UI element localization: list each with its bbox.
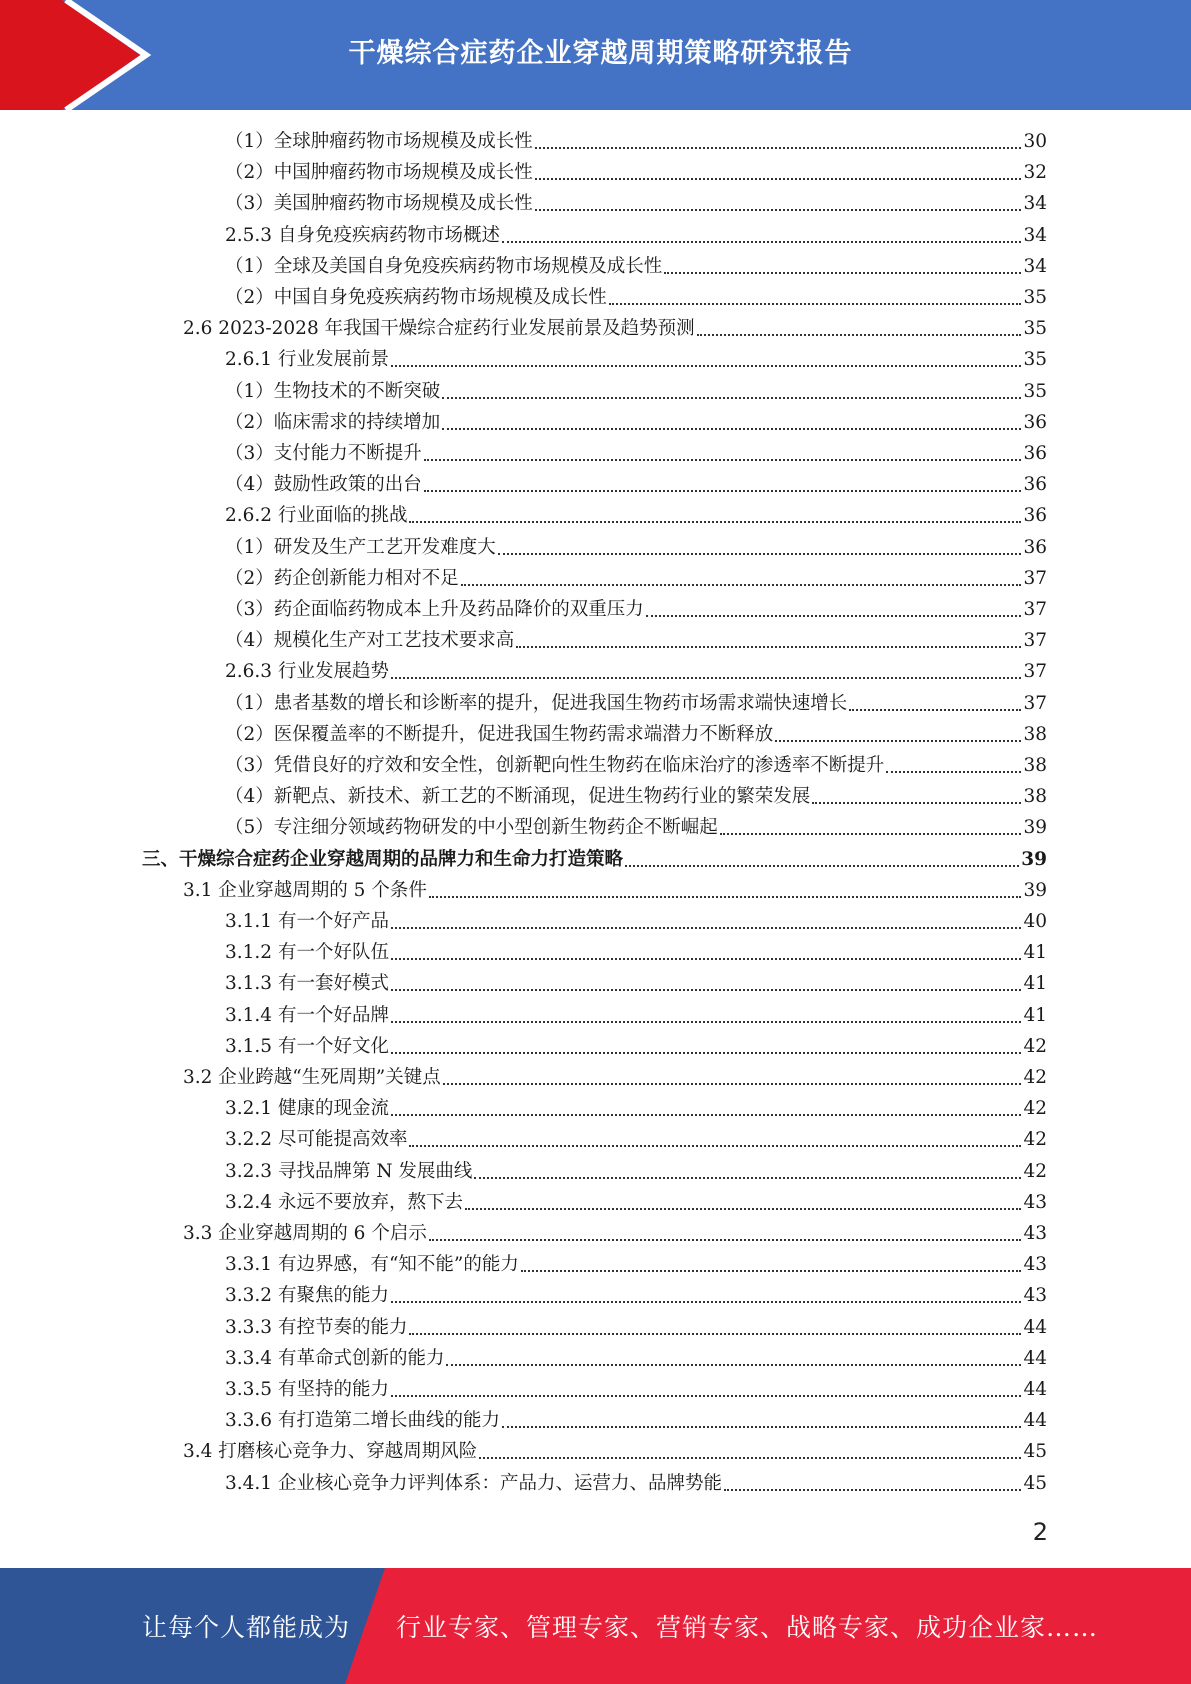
report-title: 干燥综合症药企业穿越周期策略研究报告 [348, 37, 853, 69]
toc-entry[interactable] [225, 814, 1047, 842]
toc-entry[interactable] [225, 502, 1047, 530]
toc-dot-leader [625, 865, 1019, 867]
toc-dot-leader [391, 1114, 1021, 1116]
toc-dot-leader [535, 147, 1022, 149]
toc-entry[interactable] [225, 1126, 1047, 1154]
toc-dot-leader [775, 740, 1021, 742]
toc-entry[interactable] [225, 253, 1047, 281]
toc-dot-leader [465, 1208, 1021, 1210]
toc-dot-leader [391, 989, 1021, 991]
toc-entry[interactable] [225, 284, 1047, 312]
toc-entry-page: 43 [1023, 1223, 1047, 1244]
toc-entry-title: 3.3 企业穿越周期的 6 个启示 [183, 1223, 427, 1244]
toc-entry-title: 3.1.3 有一套好模式 [225, 973, 389, 995]
toc-dot-leader [409, 1145, 1021, 1147]
toc-entry-title: （2）中国肿瘤药物市场规模及成长性 [225, 162, 533, 184]
toc-entry-page: 38 [1023, 755, 1047, 776]
toc-entry-title: 2.5.3 自身免疫疾病药物市场概述 [225, 224, 500, 246]
toc-dot-leader [442, 428, 1021, 430]
toc-entry[interactable] [225, 409, 1047, 437]
toc-entry-title: （2）药企创新能力相对不足 [225, 567, 459, 589]
toc-entry[interactable] [225, 159, 1047, 187]
toc-entry-page: 44 [1023, 1316, 1047, 1338]
toc-entry-page: 35 [1023, 349, 1047, 371]
toc-entry-page: 36 [1023, 443, 1047, 464]
toc-dot-leader [443, 1083, 1022, 1085]
toc-entry-page: 42 [1023, 1035, 1047, 1057]
toc-entry-title: （4）鼓励性政策的出台 [225, 474, 422, 496]
toc-entry[interactable] [225, 939, 1047, 967]
toc-entry-page: 35 [1023, 287, 1047, 308]
toc-dot-leader [535, 209, 1022, 211]
toc-dot-leader [697, 334, 1022, 336]
toc-entry[interactable] [225, 1470, 1047, 1498]
toc-dot-leader [446, 1364, 1021, 1366]
toc-entry[interactable] [225, 378, 1047, 406]
toc-entry[interactable] [225, 222, 1047, 250]
toc-entry-title: （3）凭借良好的疗效和安全性，创新靶向性生物药在临床治疗的渗透率不断提升 [225, 755, 885, 776]
toc-entry-page: 37 [1023, 599, 1047, 620]
toc-entry-page: 45 [1023, 1472, 1047, 1494]
toc-dot-leader [521, 1270, 1022, 1272]
toc-entry-page: 38 [1023, 786, 1047, 808]
toc-entry-title: （1）患者基数的增长和诊断率的提升，促进我国生物药市场需求端快速增长 [225, 692, 848, 714]
toc-entry-page: 42 [1023, 1160, 1047, 1182]
toc-dot-leader [429, 896, 1022, 898]
toc-entry-page: 36 [1023, 411, 1047, 433]
toc-entry[interactable] [225, 471, 1047, 499]
toc-entry[interactable] [225, 658, 1047, 686]
toc-entry[interactable] [225, 1345, 1047, 1373]
toc-dot-leader [391, 958, 1021, 960]
toc-entry-title: （4）规模化生产对工艺技术要求高 [225, 630, 515, 652]
toc-entry-page: 38 [1023, 723, 1047, 745]
toc-entry[interactable] [225, 565, 1047, 593]
toc-entry-title: 2.6.3 行业发展趋势 [225, 661, 389, 683]
toc-chapter-entry[interactable] [142, 846, 1047, 874]
toc-entry-page: 45 [1023, 1441, 1047, 1463]
footer-slogan-right: 行业专家、管理专家、营销专家、战略专家、成功企业家…… [396, 1613, 1099, 1642]
toc-dot-leader [424, 459, 1022, 461]
toc-entry[interactable] [225, 1251, 1047, 1279]
toc-entry-page: 43 [1023, 1254, 1047, 1276]
toc-entry[interactable] [183, 315, 1047, 343]
toc-entry[interactable] [183, 1438, 1047, 1466]
toc-entry[interactable] [183, 1064, 1047, 1092]
toc-entry[interactable] [225, 596, 1047, 624]
toc-entry[interactable] [225, 970, 1047, 998]
toc-dot-leader [409, 521, 1021, 523]
toc-entry[interactable] [225, 128, 1047, 156]
toc-entry-title: （3）药企面临药物成本上升及药品降价的双重压力 [225, 599, 644, 620]
toc-entry[interactable] [225, 1282, 1047, 1310]
toc-entry[interactable] [225, 1158, 1047, 1186]
toc-dot-leader [502, 241, 1021, 243]
toc-dot-leader [391, 365, 1021, 367]
toc-entry-page: 34 [1023, 193, 1047, 215]
toc-entry-title: （1）全球肿瘤药物市场规模及成长性 [225, 131, 533, 152]
toc-entry-page: 37 [1023, 630, 1047, 652]
toc-entry-title: 3.2.4 永远不要放弃，熬下去 [225, 1191, 463, 1213]
toc-entry-title: （2）中国自身免疫疾病药物市场规模及成长性 [225, 287, 607, 308]
toc-entry-title: 3.2.3 寻找品牌第 N 发展曲线 [225, 1160, 473, 1182]
toc-entry-page: 37 [1023, 661, 1047, 683]
toc-entry[interactable] [225, 908, 1047, 936]
toc-entry-title: 3.3.1 有边界感，有“知不能”的能力 [225, 1254, 519, 1276]
toc-entry[interactable] [225, 190, 1047, 218]
toc-dot-leader [424, 490, 1022, 492]
toc-entry-page: 35 [1023, 380, 1047, 402]
toc-entry-page: 32 [1023, 162, 1047, 184]
toc-entry-title: 3.1.1 有一个好产品 [225, 911, 389, 932]
toc-dot-leader [391, 1395, 1021, 1397]
toc-dot-leader [409, 1333, 1021, 1335]
toc-entry-page: 41 [1023, 973, 1047, 995]
toc-entry-page: 39 [1023, 817, 1047, 839]
toc-entry[interactable] [225, 721, 1047, 749]
toc-dot-leader [502, 1426, 1021, 1428]
toc-dot-leader [391, 927, 1021, 929]
toc-entry-title: 2.6.2 行业面临的挑战 [225, 505, 408, 527]
toc-entry[interactable] [183, 1220, 1047, 1248]
toc-dot-leader [535, 178, 1022, 180]
toc-entry[interactable] [225, 690, 1047, 718]
toc-entry[interactable] [225, 1376, 1047, 1404]
toc-entry[interactable] [225, 440, 1047, 468]
toc-entry-page: 44 [1023, 1410, 1047, 1432]
toc-entry[interactable] [225, 1189, 1047, 1217]
toc-entry[interactable] [225, 1033, 1047, 1061]
toc-entry-title: 2.6 2023-2028 年我国干燥综合症药行业发展前景及趋势预测 [183, 318, 695, 340]
toc-entry-page: 40 [1023, 911, 1047, 932]
toc-entry-title: 3.2 企业跨越“生死周期”关键点 [183, 1067, 441, 1088]
toc-entry[interactable] [225, 534, 1047, 562]
toc-entry[interactable] [225, 346, 1047, 374]
toc-entry-page: 42 [1023, 1098, 1047, 1120]
toc-entry-title: 3.1.2 有一个好队伍 [225, 942, 389, 964]
toc-dot-leader [609, 303, 1022, 305]
toc-dot-leader [812, 802, 1021, 804]
toc-dot-leader [886, 771, 1021, 773]
toc-entry-title: 3.1 企业穿越周期的 5 个条件 [183, 879, 427, 901]
toc-entry-page: 37 [1023, 692, 1047, 714]
toc-dot-leader [429, 1239, 1022, 1241]
toc-entry-title: （3）支付能力不断提升 [225, 443, 422, 464]
toc-dot-leader [498, 553, 1022, 555]
toc-entry-page: 39 [1023, 879, 1047, 901]
toc-dot-leader [442, 397, 1021, 399]
toc-entry-page: 34 [1023, 255, 1047, 277]
toc-entry-title: （3）美国肿瘤药物市场规模及成长性 [225, 193, 533, 215]
toc-entry[interactable] [225, 1002, 1047, 1030]
toc-entry-title: 3.1.5 有一个好文化 [225, 1035, 389, 1057]
toc-entry-page: 37 [1023, 567, 1047, 589]
toc-entry-title: 三、干燥综合症药企业穿越周期的品牌力和生命力打造策略 [142, 848, 624, 870]
toc-entry-title: （5）专注细分领域药物研发的中小型创新生物药企不断崛起 [225, 817, 718, 839]
toc-entry-page: 41 [1023, 1004, 1047, 1026]
toc-entry-page: 43 [1023, 1191, 1047, 1213]
toc-entry-page: 36 [1023, 474, 1047, 496]
toc-entry-title: 3.4 打磨核心竞争力、穿越周期风险 [183, 1441, 478, 1463]
toc-entry-title: 2.6.1 行业发展前景 [225, 349, 389, 371]
toc-entry-page: 44 [1023, 1347, 1047, 1369]
toc-entry-page: 34 [1023, 224, 1047, 246]
toc-entry-page: 36 [1023, 505, 1047, 527]
page-header [0, 0, 1191, 110]
toc-entry-title: 3.2.1 健康的现金流 [225, 1098, 389, 1120]
toc-entry-page: 44 [1023, 1379, 1047, 1400]
toc-entry[interactable] [225, 1407, 1047, 1435]
toc-entry-title: （2）医保覆盖率的不断提升，促进我国生物药需求端潜力不断释放 [225, 723, 774, 745]
toc-dot-leader [391, 1021, 1021, 1023]
toc-entry-page: 35 [1023, 318, 1047, 340]
toc-dot-leader [461, 584, 1022, 586]
toc-entry-title: （4）新靶点、新技术、新工艺的不断涌现，促进生物药行业的繁荣发展 [225, 786, 811, 808]
toc-entry-page: 30 [1023, 131, 1047, 152]
toc-dot-leader [474, 1177, 1021, 1179]
toc-entry-page: 36 [1023, 536, 1047, 558]
toc-entry-page: 42 [1023, 1067, 1047, 1088]
toc-dot-leader [391, 1301, 1021, 1303]
toc-entry[interactable] [225, 1095, 1047, 1123]
toc-entry[interactable] [225, 783, 1047, 811]
toc-entry-title: 3.3.2 有聚焦的能力 [225, 1285, 389, 1307]
toc-dot-leader [391, 1052, 1021, 1054]
toc-entry-title: 3.2.2 尽可能提高效率 [225, 1129, 408, 1151]
page-number: 2 [1032, 1518, 1048, 1546]
toc-entry[interactable] [225, 752, 1047, 780]
toc-entry-title: （2）临床需求的持续增加 [225, 411, 441, 433]
toc-entry-title: （1）研发及生产工艺开发难度大 [225, 536, 496, 558]
toc-entry-page: 41 [1023, 942, 1047, 964]
toc-dot-leader [720, 833, 1022, 835]
toc-dot-leader [724, 1489, 1021, 1491]
toc-dot-leader [479, 1457, 1021, 1459]
page-footer [0, 1568, 1191, 1684]
toc-dot-leader [646, 615, 1022, 617]
footer-slogan-left: 让每个人都能成为 [142, 1613, 351, 1642]
toc-dot-leader [391, 677, 1021, 679]
toc-entry-title: （1）生物技术的不断突破 [225, 380, 441, 402]
toc-entry-title: 3.3.3 有控节奏的能力 [225, 1316, 408, 1338]
toc-entry-title: 3.3.5 有坚持的能力 [225, 1379, 389, 1400]
toc-entry-title: 3.4.1 企业核心竞争力评判体系：产品力、运营力、品牌势能 [225, 1472, 722, 1494]
toc-entry-page: 42 [1023, 1129, 1047, 1151]
toc-entry-title: 3.1.4 有一个好品牌 [225, 1004, 389, 1026]
toc-entry[interactable] [225, 1314, 1047, 1342]
toc-entry-title: 3.3.4 有革命式创新的能力 [225, 1347, 445, 1369]
toc-entry-page: 43 [1023, 1285, 1047, 1307]
toc-dot-leader [849, 709, 1021, 711]
toc-entry[interactable] [183, 877, 1047, 905]
toc-dot-leader [516, 646, 1021, 648]
toc-dot-leader [664, 272, 1021, 274]
toc-entry-title: （1）全球及美国自身免疫疾病药物市场规模及成长性 [225, 255, 663, 277]
toc-entry[interactable] [225, 627, 1047, 655]
toc-entry-title: 3.3.6 有打造第二增长曲线的能力 [225, 1410, 500, 1432]
toc-entry-page: 39 [1021, 848, 1047, 870]
